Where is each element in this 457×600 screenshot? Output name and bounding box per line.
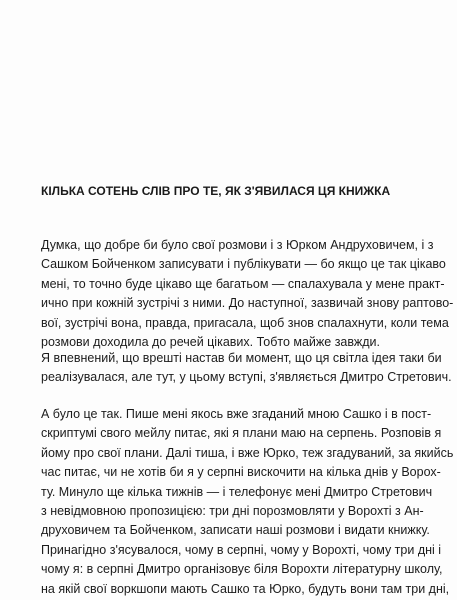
text-line: розмови доходила до речей цікавих. Тобто майже завжди. xyxy=(41,335,380,350)
text-line: мені, то точно буде цікаво ще багатьом — спалахувала у мене практ- xyxy=(41,276,445,291)
text-line: реалізувалася, але тут, у цьому вступі, з'являється Дмитро Стретович. xyxy=(41,370,452,385)
text-line: йому про свої плани. Далі тиша, і вже Юрко, теж згадуваний, за якийсь xyxy=(41,445,454,460)
text-line: друховичем та Бойченком, записати наші розмови і видати книжку. xyxy=(41,523,430,538)
text-line: Принагідно з'ясувалося, чому в серпні, чому у Ворохті, чому три дні і xyxy=(41,542,442,557)
text-line: ично при кожній зустрічі з ними. До наступної, зазвичай знову раптово- xyxy=(41,296,454,311)
text-line: скриптумі свого мейлу питає, які я плани маю на серпень. Розповів я xyxy=(41,426,442,441)
text-line: на якій свої воркшопи мають Сашко та Юрко, будуть вони там три дні, xyxy=(41,581,450,596)
text-line: вої, зустрічі вона, правда, пригасала, щоб знов спалахнути, коли тема xyxy=(41,315,449,330)
paragraph-2 xyxy=(41,349,452,388)
text-line: Думка, що добре би було свої розмови і з Юрком Андруховичем, і з xyxy=(41,238,434,252)
text-line: А було це так. Пише мені якось вже згаданий мною Сашко і в пост- xyxy=(41,407,432,421)
text-line: Сашком Бойченком записувати і публікувати — бо якщо це так цікаво xyxy=(41,257,446,272)
paragraph-3 xyxy=(41,405,454,599)
text-line: з невідмовною пропозицією: три дні порозмовляти у Ворохті з Ан- xyxy=(41,504,424,519)
text-line: Я впевнений, що врешті настав би момент, що ця світла ідея таки би xyxy=(41,351,442,365)
paragraph-1 xyxy=(41,236,454,352)
text-line: час питає, чи не хотів би я у серпні вискочити на кілька днів у Ворох- xyxy=(41,465,441,480)
chapter-heading: КІЛЬКА СОТЕНЬ СЛІВ ПРО ТЕ, ЯК З'ЯВИЛАСЯ ЦЯ КНИЖКА xyxy=(41,184,391,198)
text-line: ту. Минуло ще кілька тижнів — і телефонує мені Дмитро Стретович xyxy=(41,484,433,499)
text-line: чому я: в серпні Дмитро організовує біля Ворохти літературну школу, xyxy=(41,562,443,577)
